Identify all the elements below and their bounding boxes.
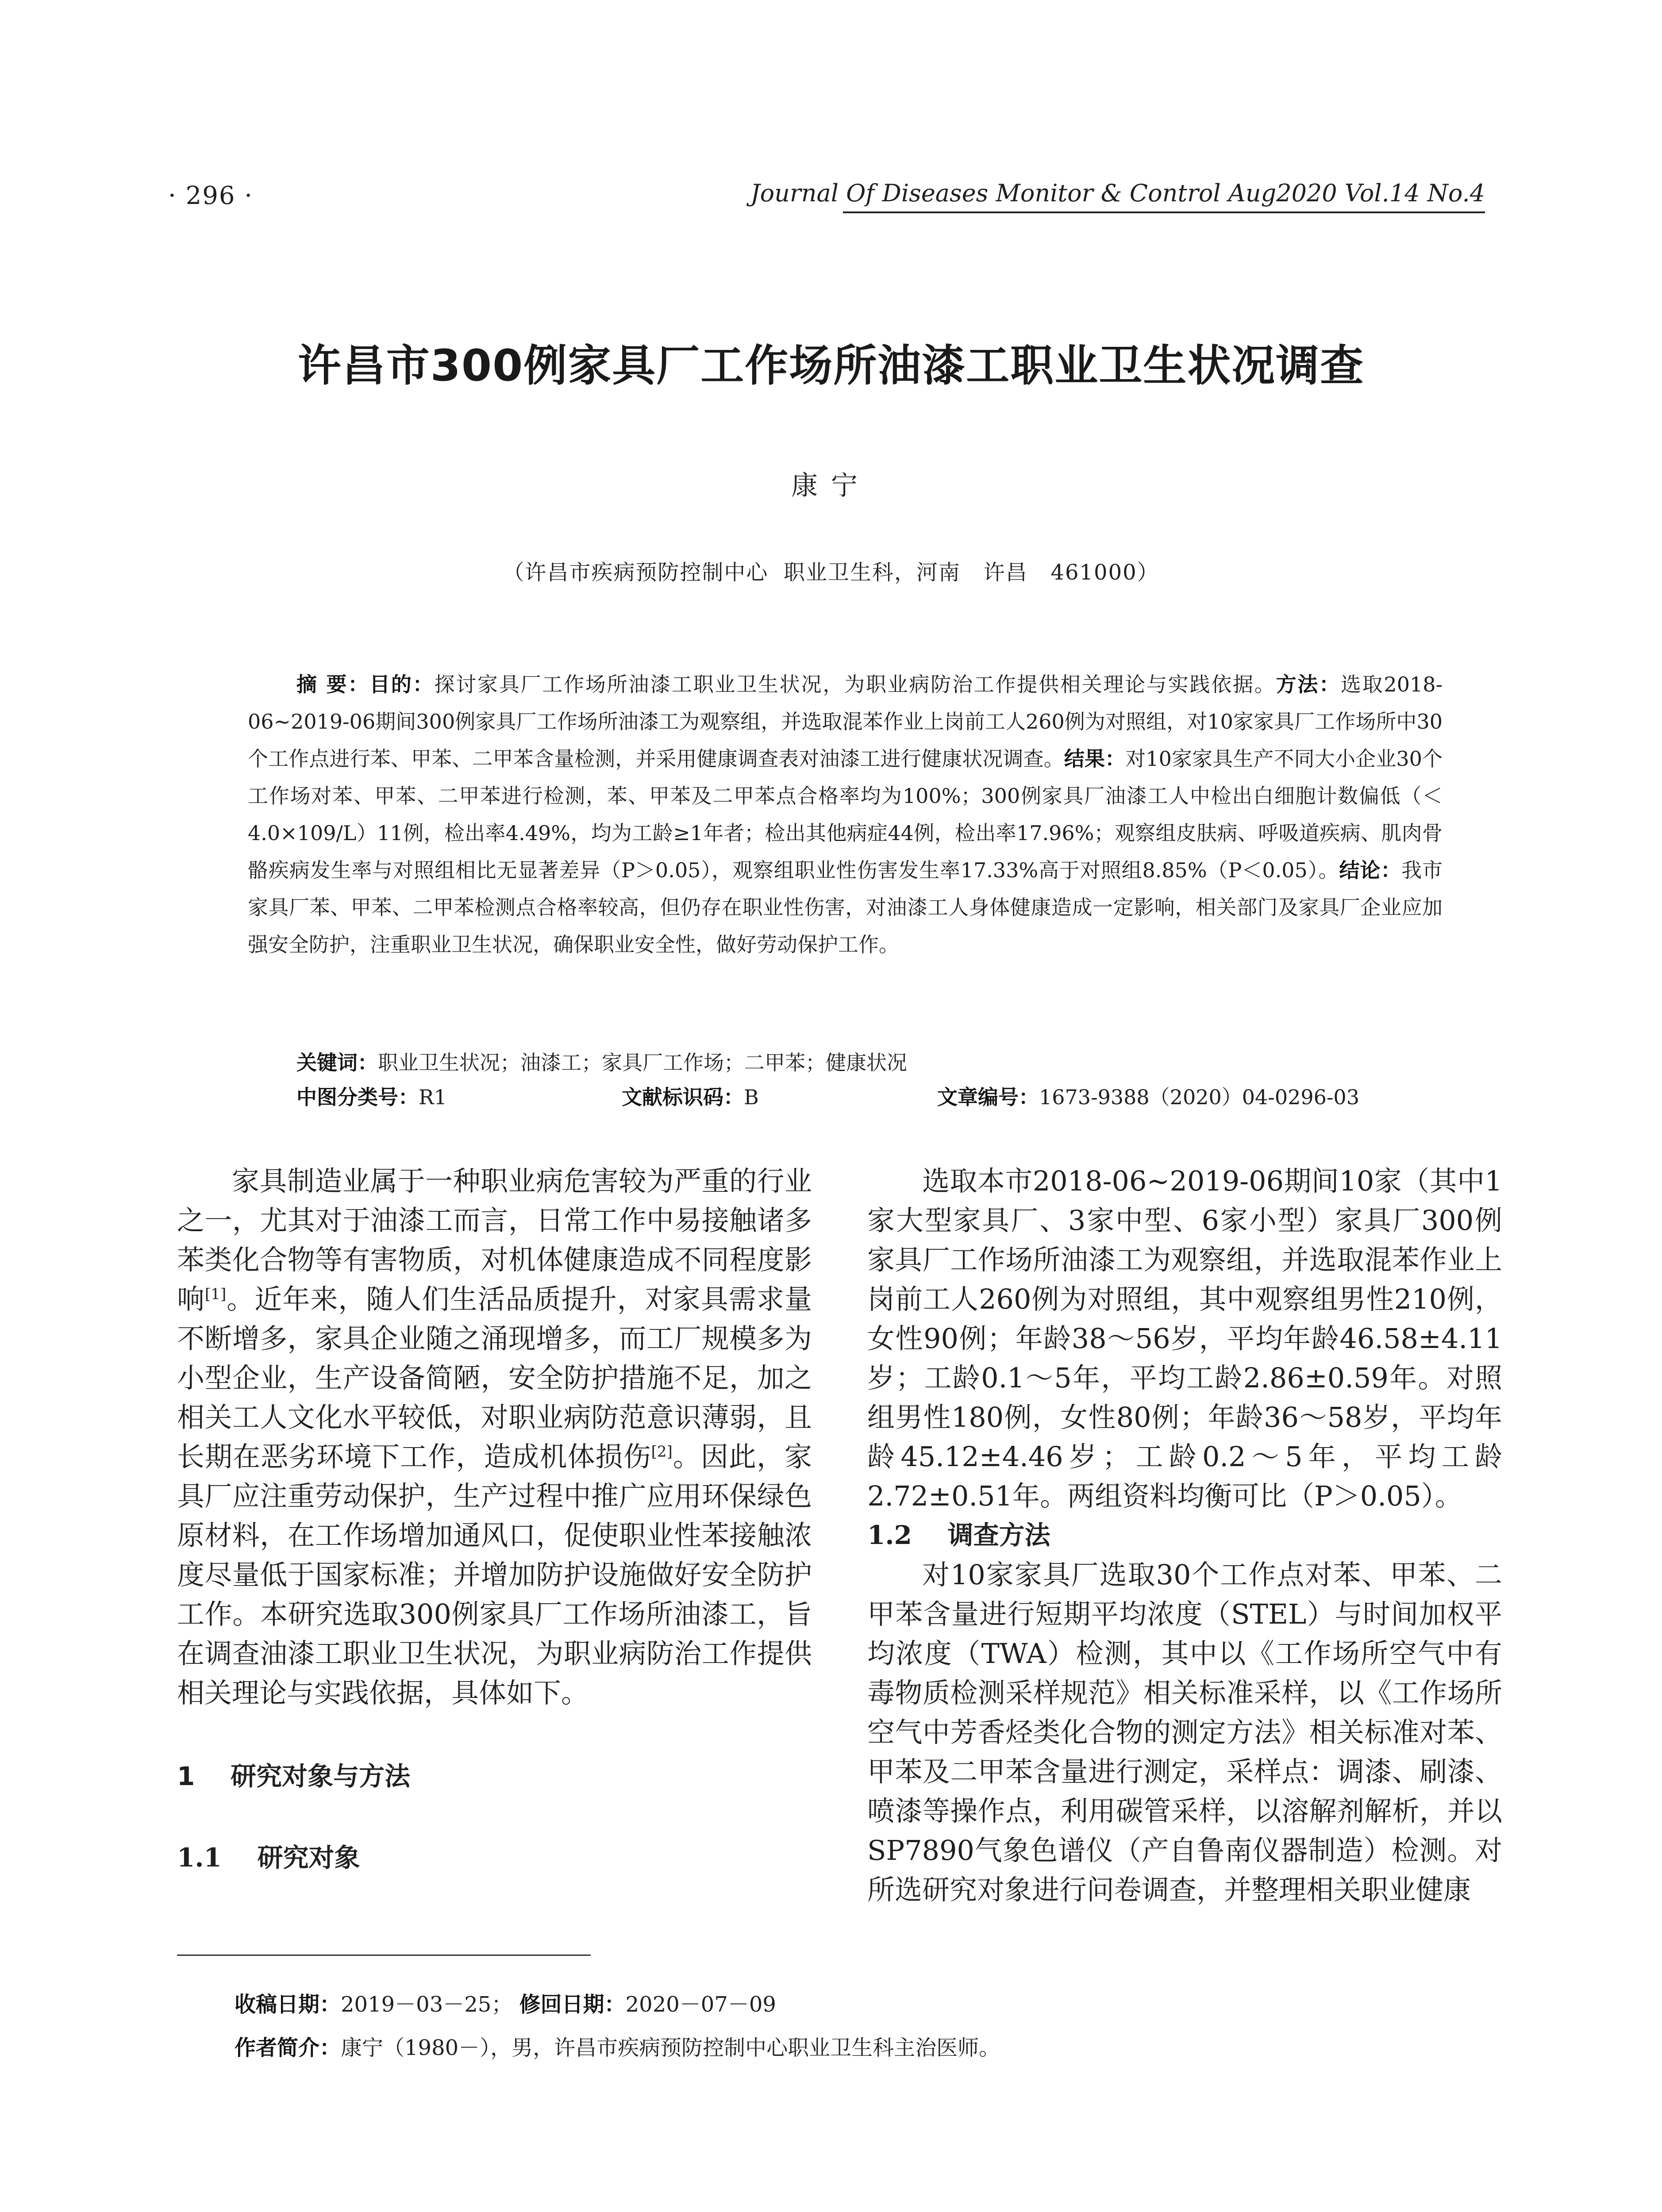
- keywords-text: 职业卫生状况；油漆工；家具厂工作场；二甲苯；健康状况: [378, 1051, 907, 1075]
- doc-label: 文献标识码：: [622, 1085, 744, 1109]
- article-value: 1673-9388（2020）04-0296-03: [1039, 1085, 1359, 1109]
- intro-paragraph: [177, 1161, 812, 1713]
- doc-code: [622, 1081, 759, 1110]
- bio-label: 作者简介：: [235, 2035, 341, 2060]
- bio-value: 康宁（1980－），男，许昌市疾病预防控制中心职业卫生科主治医师。: [341, 2035, 1000, 2060]
- footnote-rule: [177, 1955, 591, 1956]
- revised-value: 2020－07－09: [625, 1992, 776, 2017]
- purpose-label: 目的：: [369, 672, 435, 696]
- section-1-heading: 1 研究对象与方法: [177, 1761, 411, 1791]
- right-column: [867, 1161, 1502, 1909]
- ref-2: [2]: [651, 1443, 673, 1461]
- journal-header: Journal Of Diseases Monitor & Control Aug2020 Vol.14 No.4: [750, 179, 1485, 207]
- intro-text-b: 。近年来，随人们生活品质提升，对家具需求量不断增多，家具企业随之涌现增多，而工厂规模多为小型企业，生产设备简陋，安全防护措施不足，加之相关工人文化水平较低，对职业病防范意识薄弱，且长期在恶劣环境下工作，造成机体损伤: [177, 1283, 812, 1473]
- received-value: 2019－03－25；: [341, 1992, 513, 2017]
- ref-1: [1]: [205, 1285, 227, 1303]
- purpose-text: 探讨家具厂工作场所油漆工职业卫生状况，为职业病防治工作提供相关理论与实践依据。: [434, 672, 1276, 696]
- result-text: 对10家家具生产不同大小企业30个工作场对苯、甲苯、二甲苯进行检测，苯、甲苯及二甲苯点合格率均为100%；300例家具厂油漆工人中检出白细胞计数偏低（＜4.0×109/L）11例，检出率4.49%，均为工龄≥1年者；检出其他病症44例，检出率17.96%；观察组皮肤病、呼吸道疾病、肌肉骨骼疾病发生率与对照组相比无显著差异（P＞0.05），观察组职业性伤害发生率17.33%高于对照组8.85%（P＜0.05）。: [248, 747, 1443, 882]
- methods-paragraph: 对10家家具厂选取30个工作点对苯、甲苯、二甲苯含量进行短期平均浓度（STEL）与时间加权平均浓度（TWA）检测，其中以《工作场所空气中有毒物质检测采样规范》相关标准采样，以《工作场所空气中芳香烃类化合物的测定方法》相关标准对苯、甲苯及二甲苯含量进行测定，采样点：调漆、刷漆、喷漆等操作点，利用碳管采样，以溶解剂解析，并以SP7890气象色谱仪（产自鲁南仪器制造）检测。对所选研究对象进行问卷调查，并整理相关职业健康: [867, 1559, 1502, 1906]
- header-rule: [843, 211, 1485, 213]
- author: 康宁: [791, 470, 871, 501]
- page-number: · 296 ·: [168, 181, 254, 210]
- clc-value: R1: [419, 1085, 447, 1109]
- intro-text-c: 。因此，家具厂应注重劳动保护，生产过程中推广应用环保绿色原材料，在工作场增加通风口，促使职业性苯接触浓度尽量低于国家标准；并增加防护设施做好安全防护工作。本研究选取300例家具厂工作场所油漆工，旨在调查油漆工职业卫生状况，为职业病防治工作提供相关理论与实践依据，具体如下。: [177, 1440, 812, 1709]
- keywords-block: [296, 1044, 1491, 1109]
- article-number: [937, 1081, 1359, 1110]
- intro-text-a: 家具制造业属于一种职业病危害较为严重的行业之一，尤其对于油漆工而言，日常工作中易接触诸多苯类化合物等有害物质，对机体健康造成不同程度影响: [177, 1165, 812, 1315]
- conclusion-label: 结论：: [1339, 858, 1402, 882]
- affiliation: （许昌市疾病预防控制中心 职业卫生科，河南 许昌 461000）: [503, 560, 1159, 585]
- subjects-paragraph: 选取本市2018-06~2019-06期间10家（其中1家大型家具厂、3家中型、6家小型）家具厂300例家具厂工作场所油漆工为观察组，并选取混苯作业上岗前工人260例为对照组，其中观察组男性210例，女性90例；年龄38～56岁，平均年龄46.58±4.11岁；工龄0.1～5年，平均工龄2.86±0.59年。对照组男性180例，女性80例；年龄36～58岁，平均年龄45.12±4.46岁；工龄0.2～5年，平均工龄2.72±0.51年。两组资料均衡可比（P＞0.05）。: [867, 1165, 1502, 1512]
- received-label: 收稿日期：: [235, 1992, 341, 2017]
- revised-label: 修回日期：: [519, 1992, 626, 2017]
- keywords-label: 关键词：: [296, 1051, 378, 1075]
- clc-label: 中图分类号：: [296, 1085, 419, 1109]
- section-1-1-heading: 1.1 研究对象: [177, 1843, 360, 1873]
- section-1-2-heading: 1.2 调查方法: [867, 1520, 1050, 1550]
- result-label: 结果：: [1064, 747, 1126, 771]
- abstract: [248, 666, 1443, 963]
- method-text: 选取2018-06~2019-06期间300例家具厂工作场所油漆工为观察组，并选取混苯作业上岗前工人260例为对照组，对10家家具厂工作场所中30个工作点进行苯、甲苯、二甲苯含量检测，并采用健康调查表对油漆工进行健康状况调查。: [248, 672, 1443, 771]
- clc-code: [296, 1081, 447, 1110]
- abstract-label: 摘 要：: [296, 672, 370, 696]
- conclusion-text: 我市家具厂苯、甲苯、二甲苯检测点合格率较高，但仍存在职业性伤害，对油漆工人身体健康造成一定影响，相关部门及家具厂企业应加强安全防护，注重职业卫生状况，确保职业安全性，做好劳动保护工作。: [248, 858, 1443, 956]
- left-column: [177, 1161, 812, 1878]
- keywords-line: [296, 1044, 1491, 1081]
- method-label: 方法：: [1276, 672, 1341, 696]
- received-dates: [235, 1987, 1518, 2018]
- author-bio: [235, 2031, 1518, 2061]
- doc-value: B: [744, 1085, 759, 1109]
- article-label: 文章编号：: [937, 1085, 1039, 1109]
- paper-title: 许昌市300例家具厂工作场所油漆工职业卫生状况调查: [297, 341, 1365, 391]
